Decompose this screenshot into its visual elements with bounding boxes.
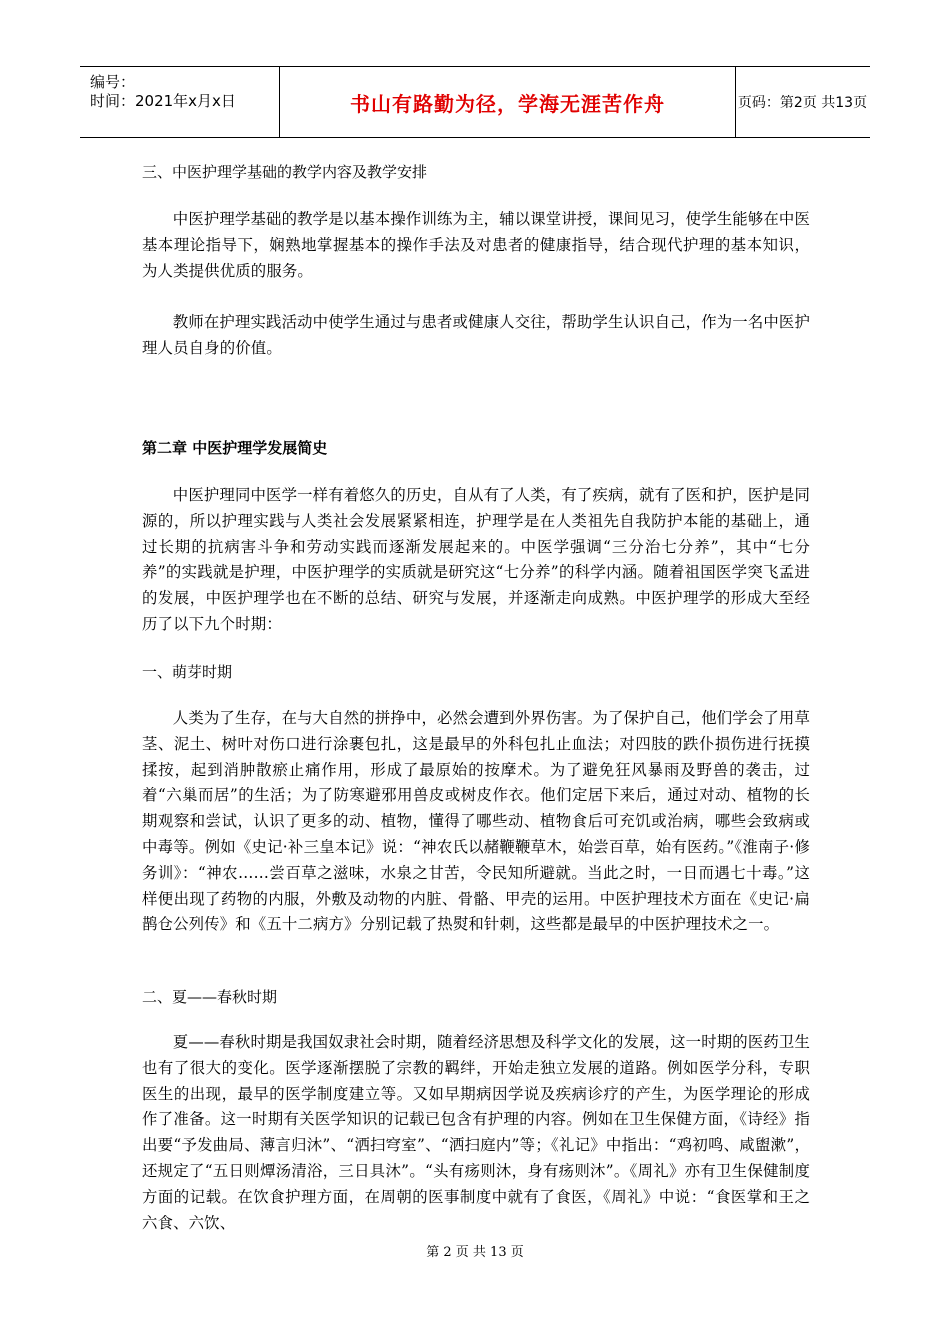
period-1-heading: 一、萌芽时期 (142, 663, 233, 681)
header-motto-cell (279, 67, 736, 137)
header-motto: 书山有路勤为径，学海无涯苦作舟 (350, 91, 665, 116)
period-2-paragraph: 夏——春秋时期是我国奴隶社会时期，随着经济思想及科学文化的发展，这一时期的医药卫生也有了很大的变化。医学逐渐摆脱了宗教的羁绊，开始走独立发展的道路。例如医学分科，专职医生的出现，最早的医学制度建立等。又如早期病因学说及疾病诊疗的产生，为医学理论的形成作了准备。这一时期有关医学知识的记载已包含有护理的内容。例如在卫生保健方面，《诗经》指出要“予发曲局、薄言归沐”、“洒扫穹室”、“洒扫庭内”等；《礼记》中指出：“鸡初鸣、咸盥漱”，还规定了“五日则燂汤清浴，三日具沐”。“头有疡则沐，身有疡则沐”。《周礼》亦有卫生保健制度方面的记载。在饮食护理方面，在周朝的医事制度中就有了食医，《周礼》中说：“食医掌和王之六食、六饮、 (142, 1033, 810, 1232)
page-header (80, 66, 870, 138)
period-2-heading: 二、夏——春秋时期 (142, 988, 278, 1006)
header-left-cell (80, 67, 278, 137)
section-3-paragraph-1: 中医护理学基础的教学是以基本操作训练为主，辅以课堂讲授，课间见习，使学生能够在中医基本理论指导下，娴熟地掌握基本的操作手法及对患者的健康指导，结合现代护理的基本知识，为人类提供优质的服务。 (142, 210, 810, 280)
header-page-info: 页码：第2页 共13页 (737, 95, 868, 111)
section-3-paragraph-2: 教师在护理实践活动中使学生通过与患者或健康人交往，帮助学生认识自己，作为一名中医护理人员自身的价值。 (142, 313, 810, 357)
chapter-2-intro-paragraph: 中医护理同中医学一样有着悠久的历史，自从有了人类，有了疾病，就有了医和护，医护是同源的，所以护理实践与人类社会发展紧紧相连，护理学是在人类祖先自我防护本能的基础上，通过长期的抗病害斗争和劳动实践而逐渐发展起来的。中医学强调“三分治七分养”，其中“七分养”的实践就是护理，中医护理学的实质就是研究这“七分养”的科学内涵。随着祖国医学突飞孟进的发展，中医护理学也在不断的总结、研究与发展，并逐渐走向成熟。中医护理学的形成大至经历了以下九个时期： (142, 486, 810, 633)
section-3-heading: 三、中医护理学基础的教学内容及教学安排 (142, 163, 428, 181)
period-1-paragraph: 人类为了生存，在与大自然的拼挣中，必然会遭到外界伤害。为了保护自己，他们学会了用草茎、泥土、树叶对伤口进行涂裹包扎，这是最早的外科包扎止血法；对四肢的跌仆损伤进行抚摸揉按，起到消肿散瘀止痛作用，形成了最原始的按摩术。为了避免狂风暴雨及野兽的袭击，过着“六巢而居”的生活；为了防寒避邪用兽皮或树皮作衣。他们定居下来后，通过对动、植物的长期观察和尝试，认识了更多的动、植物，懂得了哪些动、植物食后可充饥或治病，哪些会致病或中毒等。例如《史记·补三皇本记》说：“神农氏以赭鞭鞭草木，始尝百草，始有医药。”《淮南子·修务训》：“神农……尝百草之滋味，水泉之甘苦，令民知所避就。当此之时，一日而遇七十毒。”这样便出现了药物的内服，外敷及动物的内脏、骨骼、甲壳的运用。中医护理技术方面在《史记·扁鹊仓公列传》和《五十二病方》分别记载了热熨和针刺，这些都是最早的中医护理技术之一。 (142, 709, 810, 934)
chapter-2-heading: 第二章 中医护理学发展简史 (142, 439, 328, 457)
document-number-label: 编号： (90, 73, 136, 91)
document-date-label: 时间：2021年x月x日 (90, 92, 236, 110)
page-footer: 第 2 页 共 13 页 (426, 1245, 524, 1260)
